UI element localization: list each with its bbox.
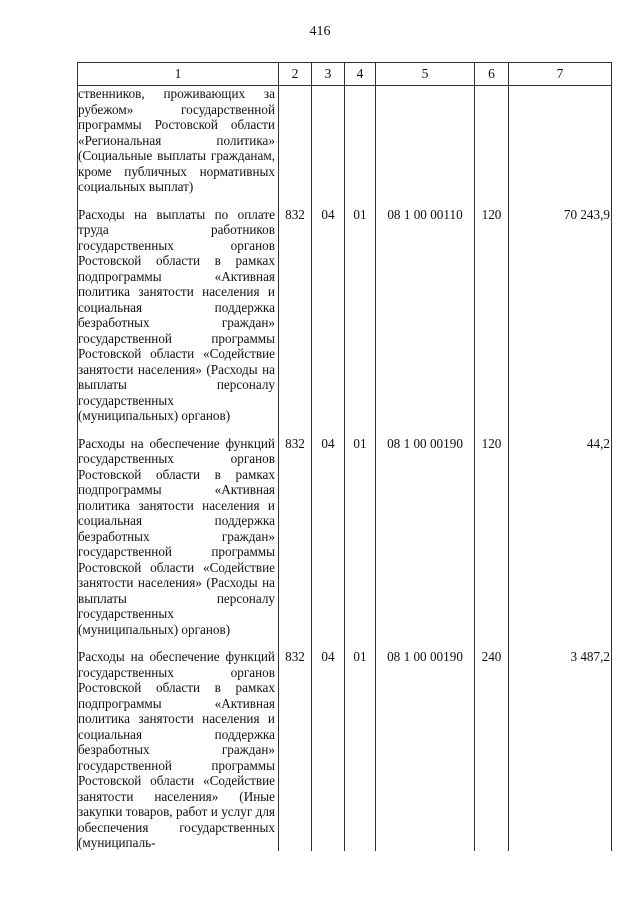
row-admin-code [279, 86, 312, 207]
row-admin-code: 832 [279, 207, 312, 436]
table-row [78, 207, 612, 436]
row-description: Расходы на обеспечение функций государственных органов Ростовской области в рамках подпрограммы «Активная политика занятости населения и социальная поддержка безработных граждан» государственной программы Ростовской области «Содействие занятости населения» (Иные закупки товаров, работ и услуг для обеспечения государственных (муниципаль- [78, 649, 279, 851]
row-subsection: 01 [345, 207, 376, 436]
row-amount: 70 243,9 [509, 207, 612, 436]
budget-table [77, 62, 612, 851]
row-target-article [376, 86, 475, 207]
row-description: ственников, проживающих за рубежом» государственной программы Ростовской области «Региональная политика» (Социальные выплаты гражданам, кроме публичных нормативных социальных выплат) [78, 86, 279, 207]
row-expense-type: 120 [475, 207, 509, 436]
row-subsection: 01 [345, 436, 376, 650]
row-section: 04 [312, 436, 345, 650]
row-section: 04 [312, 649, 345, 851]
row-subsection: 01 [345, 649, 376, 851]
column-header-2: 2 [279, 63, 312, 86]
column-header-5: 5 [376, 63, 475, 86]
page-number: 416 [309, 24, 331, 39]
column-header-6: 6 [475, 63, 509, 86]
row-amount [509, 86, 612, 207]
row-expense-type: 120 [475, 436, 509, 650]
row-description: Расходы на обеспечение функций государственных органов Ростовской области в рамках подпрограммы «Активная политика занятости населения и социальная поддержка безработных граждан» государственной программы Ростовской области «Содействие занятости населения» (Расходы на выплаты персоналу государственных (муниципальных) органов) [78, 436, 279, 650]
row-expense-type: 240 [475, 649, 509, 851]
column-header-7: 7 [509, 63, 612, 86]
table-row [78, 86, 612, 207]
row-section [312, 86, 345, 207]
row-amount: 44,2 [509, 436, 612, 650]
row-amount: 3 487,2 [509, 649, 612, 851]
table-row [78, 436, 612, 650]
row-admin-code: 832 [279, 649, 312, 851]
column-header-1: 1 [78, 63, 279, 86]
row-expense-type [475, 86, 509, 207]
row-target-article: 08 1 00 00190 [376, 649, 475, 851]
row-section: 04 [312, 207, 345, 436]
row-subsection [345, 86, 376, 207]
column-header-3: 3 [312, 63, 345, 86]
row-target-article: 08 1 00 00190 [376, 436, 475, 650]
row-admin-code: 832 [279, 436, 312, 650]
table-header-row [78, 63, 612, 86]
row-target-article: 08 1 00 00110 [376, 207, 475, 436]
row-description: Расходы на выплаты по оплате труда работников государственных органов Ростовской области в рамках подпрограммы «Активная политика занятости населения и социальная поддержка безработных граждан» государственной программы Ростовской области «Содействие занятости населения» (Расходы на выплаты персоналу государственных (муниципальных) органов) [78, 207, 279, 436]
column-header-4: 4 [345, 63, 376, 86]
table-row [78, 649, 612, 851]
